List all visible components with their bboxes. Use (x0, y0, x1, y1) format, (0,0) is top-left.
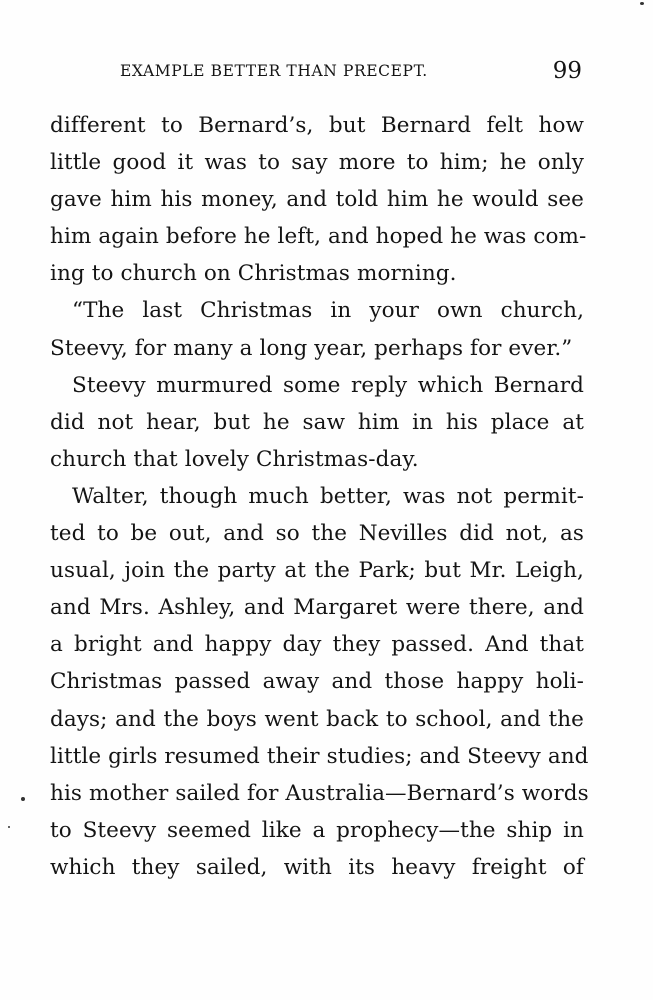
text-line: him again before he left, and hoped he was com- (50, 224, 587, 250)
text-line: little girls resumed their studies; and Steevy and (50, 743, 589, 769)
ink-speck (8, 826, 10, 828)
text-line: “The last Christmas in your own church, (72, 298, 584, 324)
text-line: Walter, though much better, was not permit- (72, 483, 584, 509)
text-line: church that lovely Christmas-day. (50, 446, 419, 472)
text-line: Christmas passed away and those happy holi- (50, 669, 584, 695)
text-line: ted to be out, and so the Nevilles did not, as (50, 521, 584, 547)
text-line: did not hear, but he saw him in his place at (50, 409, 584, 435)
text-line: ing to church on Christmas morning. (50, 261, 457, 287)
text-line: a bright and happy day they passed. And that (50, 632, 584, 658)
text-line: which they sailed, with its heavy freight of (50, 854, 584, 880)
ink-speck (640, 2, 644, 5)
page-number: 99 (552, 58, 582, 84)
text-line: little good it was to say more to him; he only (50, 150, 584, 176)
text-line: Steevy murmured some reply which Bernard (72, 372, 584, 398)
text-line: usual, join the party at the Park; but Mr. Leigh, (50, 558, 584, 584)
text-line: his mother sailed for Australia—Bernard’s words (50, 780, 589, 806)
text-line: gave him his money, and told him he would see (50, 187, 584, 213)
body-text (50, 107, 589, 886)
text-line: Steevy, for many a long year, perhaps for ever.” (50, 335, 573, 361)
running-title: EXAMPLE BETTER THAN PRECEPT. (120, 62, 428, 80)
text-line: to Steevy seemed like a prophecy—the ship in (50, 817, 584, 843)
ink-speck (21, 797, 25, 801)
running-head (50, 58, 584, 88)
text-line: and Mrs. Ashley, and Margaret were there, and (50, 595, 584, 621)
text-line: days; and the boys went back to school, and the (50, 706, 584, 732)
text-line: different to Bernard’s, but Bernard felt how (50, 113, 584, 138)
